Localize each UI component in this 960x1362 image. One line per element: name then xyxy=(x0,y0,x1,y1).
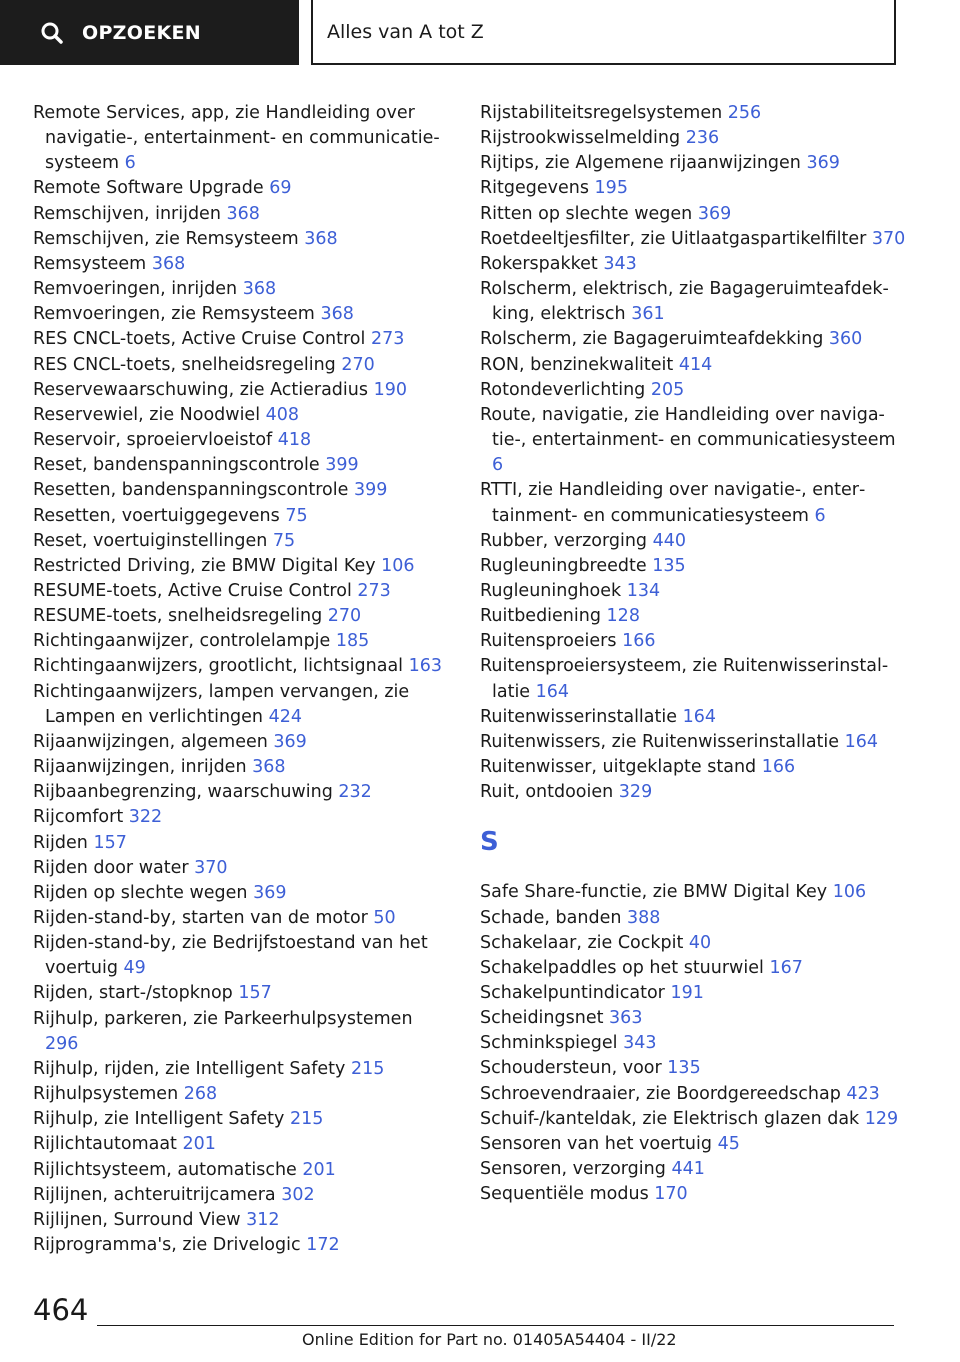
index-entry xyxy=(33,981,448,1006)
entry-text: Sensoren, verzorging xyxy=(480,1159,666,1180)
index-entry xyxy=(480,906,910,931)
index-entry xyxy=(480,730,910,755)
entry-page-link[interactable]: 270 xyxy=(341,354,375,375)
entry-text: Sensoren van het voertuig xyxy=(480,1133,712,1154)
index-entry xyxy=(480,604,910,629)
index-entry xyxy=(480,629,910,654)
index-entry xyxy=(480,126,910,151)
entry-page-link[interactable]: 369 xyxy=(697,203,732,224)
index-entry xyxy=(33,453,448,478)
entry-text: RTTI, zie Handleiding over navigatie-, entertainment- en communicatiesysteem xyxy=(480,480,866,526)
entry-page-link[interactable]: 296 xyxy=(45,1033,79,1054)
entry-page-link[interactable]: 370 xyxy=(194,857,228,878)
index-entry xyxy=(480,101,910,126)
entry-text: Rijhulp, zie Intelligent Safety xyxy=(33,1109,285,1130)
entry-page-link[interactable]: 134 xyxy=(626,580,661,601)
entry-text: Remvoeringen, zie Remsysteem xyxy=(33,304,315,325)
entry-page-link[interactable]: 399 xyxy=(353,480,388,501)
index-entry xyxy=(480,705,910,730)
entry-page-link[interactable]: 172 xyxy=(306,1235,340,1256)
entry-text: RESUME-toets, snelheidsregeling xyxy=(33,606,323,627)
entry-page-link[interactable]: 399 xyxy=(325,455,359,476)
entry-page-link[interactable]: 128 xyxy=(606,606,640,627)
search-icon xyxy=(40,21,64,45)
index-entry xyxy=(480,654,910,704)
entry-text: Ritten op slechte wegen xyxy=(480,203,693,224)
entry-page-link[interactable]: 423 xyxy=(846,1083,880,1104)
index-entry xyxy=(33,1057,448,1082)
entry-page-link[interactable]: 201 xyxy=(182,1134,216,1155)
entry-page-link[interactable]: 368 xyxy=(226,203,260,224)
entry-text: Richtingaanwijzers, grootlicht, lichtsignaal xyxy=(33,656,404,677)
index-entry xyxy=(33,1208,448,1233)
entry-text: Ritgegevens xyxy=(480,178,589,199)
index-entry xyxy=(33,403,448,428)
entry-text: Schakelaar, zie Cockpit xyxy=(480,932,684,953)
entry-text: Rijstrookwisselmelding xyxy=(480,128,681,149)
entry-page-link[interactable]: 273 xyxy=(370,329,405,350)
entry-text: Schoudersteun, voor xyxy=(480,1058,662,1079)
index-entry xyxy=(480,353,910,378)
index-entry xyxy=(480,1132,910,1157)
entry-text: Schuif-/kanteldak, zie Elektrisch glazen dak xyxy=(480,1108,860,1129)
entry-page-link[interactable]: 408 xyxy=(265,404,300,425)
index-entry xyxy=(33,1183,448,1208)
entry-text: Reset, voertuiginstellingen xyxy=(33,530,268,551)
entry-page-link[interactable]: 236 xyxy=(685,128,720,149)
entry-page-link[interactable]: 166 xyxy=(761,757,796,778)
entry-text: Rugleuningbreedte xyxy=(480,555,647,576)
index-column-right xyxy=(480,101,910,1207)
page-number: 464 xyxy=(33,1293,89,1327)
entry-text: Rijtips, zie Algemene rijaanwijzingen xyxy=(480,153,801,174)
entry-page-link[interactable]: 418 xyxy=(277,430,312,451)
entry-text: Rijlijnen, achteruitrijcamera xyxy=(33,1184,276,1205)
index-entry xyxy=(480,202,910,227)
entry-text: Remschijven, zie Remsysteem xyxy=(33,228,299,249)
index-entry xyxy=(33,579,448,604)
entry-page-link[interactable]: 343 xyxy=(603,253,637,274)
index-entry xyxy=(33,680,448,730)
footer-divider xyxy=(97,1325,894,1326)
entry-page-link[interactable]: 205 xyxy=(650,379,685,400)
entry-page-link[interactable]: 369 xyxy=(273,731,307,752)
index-entry xyxy=(33,856,448,881)
entry-text: Rijden-stand-by, zie Bedrijfstoestand van het voertuig xyxy=(33,933,428,979)
index-group-s xyxy=(480,880,910,1207)
entry-page-link[interactable]: 167 xyxy=(769,957,803,978)
index-entry xyxy=(33,478,448,503)
index-entry xyxy=(480,755,910,780)
entry-text: Remschijven, inrijden xyxy=(33,203,221,224)
index-entry xyxy=(480,1157,910,1182)
entry-text: Rijaanwijzingen, algemeen xyxy=(33,731,268,752)
entry-text: Schakelpaddles op het stuurwiel xyxy=(480,957,764,978)
index-entry xyxy=(480,529,910,554)
entry-page-link[interactable]: 166 xyxy=(622,631,656,652)
index-entry xyxy=(480,1031,910,1056)
index-entry xyxy=(33,780,448,805)
entry-page-link[interactable]: 441 xyxy=(671,1159,705,1180)
entry-page-link[interactable]: 135 xyxy=(667,1058,701,1079)
entry-page-link[interactable]: 40 xyxy=(688,932,712,953)
entry-text: Schakelpuntindicator xyxy=(480,983,665,1003)
entry-text: Rijbaanbegrenzing, waarschuwing xyxy=(33,782,333,803)
entry-page-link[interactable]: 191 xyxy=(670,983,704,1003)
entry-page-link[interactable]: 75 xyxy=(272,530,296,551)
entry-text: Rijden op slechte wegen xyxy=(33,882,248,903)
entry-text: Rotondeverlichting xyxy=(480,379,646,400)
entry-text: Route, navigatie, zie Handleiding over navigatie-, entertainment- en communicatiesysteem xyxy=(480,404,896,451)
entry-text: Remsysteem xyxy=(33,253,147,274)
entry-text: Reservoir, sproeiervloeistof xyxy=(33,430,273,451)
entry-page-link[interactable]: 170 xyxy=(654,1184,688,1205)
entry-page-link[interactable]: 232 xyxy=(338,782,372,803)
index-entry xyxy=(480,956,910,981)
entry-text: Remote Services, app, zie Handleiding over navigatie-, entertainment- en communicatiesysteem xyxy=(33,103,440,174)
index-entry xyxy=(480,981,910,1006)
entry-page-link[interactable]: 368 xyxy=(252,757,286,778)
entry-text: RESUME-toets, Active Cruise Control xyxy=(33,580,352,601)
entry-page-link[interactable]: 50 xyxy=(373,908,396,928)
entry-page-link[interactable]: 361 xyxy=(631,304,665,325)
entry-text: Rijlijnen, Surround View xyxy=(33,1209,241,1230)
index-entry xyxy=(480,1056,910,1081)
edition-text: Online Edition for Part no. 01405A54404 - II/22 xyxy=(302,1330,677,1349)
entry-text: Ruitensproeiers xyxy=(480,631,617,652)
index-entry xyxy=(33,1082,448,1107)
index-entry xyxy=(33,906,448,931)
index-entry xyxy=(480,277,910,327)
entry-text: Rijhulpsystemen xyxy=(33,1084,179,1105)
entry-page-link[interactable]: 360 xyxy=(828,329,863,350)
index-entry xyxy=(33,378,448,403)
section-title-tab[interactable] xyxy=(311,0,896,65)
index-entry xyxy=(33,629,448,654)
index-entry xyxy=(33,101,448,176)
index-entry xyxy=(33,327,448,352)
entry-page-link[interactable]: 157 xyxy=(238,983,272,1004)
index-entry xyxy=(480,327,910,352)
index-entry xyxy=(480,478,910,528)
entry-page-link[interactable]: 363 xyxy=(609,1008,643,1029)
index-group-r xyxy=(480,101,910,805)
entry-text: Safe Share-functie, zie BMW Digital Key xyxy=(480,882,828,903)
entry-text: Rijaanwijzingen, inrijden xyxy=(33,757,247,778)
entry-text: Rijstabiliteitsregelsystemen xyxy=(480,103,723,123)
entry-text: Ruitenwissers, zie Ruitenwisserinstallatie xyxy=(480,731,840,752)
entry-text: Remvoeringen, inrijden xyxy=(33,279,238,300)
index-column-left xyxy=(33,101,448,1258)
entry-text: Roetdeeltjesfilter, zie Uitlaatgaspartikelfilter xyxy=(480,228,867,249)
entry-page-link[interactable]: 195 xyxy=(594,178,628,199)
index-entry xyxy=(33,176,448,201)
index-entry xyxy=(480,227,910,252)
entry-page-link[interactable]: 6 xyxy=(492,455,504,476)
index-entry xyxy=(33,529,448,554)
index-entry xyxy=(33,1132,448,1157)
entry-text: Ruit, ontdooien xyxy=(480,782,614,803)
entry-page-link[interactable]: 369 xyxy=(253,882,287,903)
entry-text: Rijcomfort xyxy=(33,807,124,828)
entry-text: Reset, bandenspanningscontrole xyxy=(33,455,320,476)
entry-text: RON, benzinekwaliteit xyxy=(480,354,674,375)
entry-text: Rijden-stand-by, starten van de motor xyxy=(33,908,368,928)
entry-text: Richtingaanwijzer, controlelampje xyxy=(33,631,331,652)
entry-page-link[interactable]: 75 xyxy=(285,505,308,526)
index-entry xyxy=(33,1107,448,1132)
index-entry xyxy=(33,654,448,679)
index-entry xyxy=(33,1158,448,1183)
entry-text: Rijlichtautomaat xyxy=(33,1134,177,1155)
entry-page-link[interactable]: 215 xyxy=(289,1109,324,1130)
entry-page-link[interactable]: 268 xyxy=(183,1084,218,1105)
entry-page-link[interactable]: 69 xyxy=(269,178,292,199)
entry-page-link[interactable]: 370 xyxy=(871,228,906,249)
index-entry xyxy=(480,880,910,905)
entry-page-link[interactable]: 256 xyxy=(727,103,762,123)
entry-text: Rugleuninghoek xyxy=(480,580,622,601)
index-entry xyxy=(33,227,448,252)
entry-text: Reservewaarschuwing, zie Actieradius xyxy=(33,379,368,400)
index-entry xyxy=(33,755,448,780)
index-entry xyxy=(33,554,448,579)
entry-page-link[interactable]: 215 xyxy=(350,1058,385,1079)
entry-page-link[interactable]: 273 xyxy=(357,580,391,601)
entry-text: Ruitenwisser, uitgeklapte stand xyxy=(480,757,757,778)
index-entry xyxy=(480,151,910,176)
entry-text: Richtingaanwijzers, lampen vervangen, zie Lampen en verlichtingen xyxy=(33,681,410,727)
entry-page-link[interactable]: 135 xyxy=(652,555,686,576)
entry-page-link[interactable]: 312 xyxy=(246,1209,280,1230)
entry-text: Rijden door water xyxy=(33,857,189,878)
index-entry xyxy=(480,378,910,403)
entry-text: Ruitensproeiersysteem, zie Ruitenwisserinstallatie xyxy=(480,656,889,702)
entry-page-link[interactable]: 388 xyxy=(627,907,661,928)
index-entry xyxy=(480,1006,910,1031)
index-entry xyxy=(33,302,448,327)
entry-page-link[interactable]: 185 xyxy=(335,631,370,652)
index-entry xyxy=(480,1107,910,1132)
entry-text: Scheidingsnet xyxy=(480,1008,604,1029)
header-bar xyxy=(0,0,960,66)
entry-page-link[interactable]: 201 xyxy=(302,1159,336,1180)
index-entry xyxy=(33,202,448,227)
entry-page-link[interactable]: 164 xyxy=(844,731,879,752)
entry-text: Rolscherm, zie Bagageruimteafdekking xyxy=(480,329,824,350)
entry-page-link[interactable]: 45 xyxy=(717,1133,740,1154)
entry-text: Schade, banden xyxy=(480,907,622,928)
index-entry xyxy=(33,805,448,830)
index-entry xyxy=(33,428,448,453)
entry-text: Rolscherm, elektrisch, zie Bagageruimteafdekking, elektrisch xyxy=(480,279,889,325)
index-entry xyxy=(33,504,448,529)
entry-page-link[interactable]: 368 xyxy=(320,304,354,325)
entry-page-link[interactable]: 414 xyxy=(678,354,713,375)
entry-page-link[interactable]: 164 xyxy=(535,681,570,702)
entry-page-link[interactable]: 190 xyxy=(373,379,407,400)
entry-page-link[interactable]: 368 xyxy=(304,228,338,249)
section-letter: S xyxy=(480,827,499,858)
entry-page-link[interactable]: 164 xyxy=(682,706,716,727)
entry-text: Sequentiële modus xyxy=(480,1184,649,1205)
entry-page-link[interactable]: 369 xyxy=(806,153,840,174)
entry-page-link[interactable]: 106 xyxy=(381,555,415,576)
entry-text: Resetten, voertuiggegevens xyxy=(33,505,280,526)
index-entry xyxy=(33,252,448,277)
index-entry xyxy=(480,780,910,805)
entry-page-link[interactable]: 129 xyxy=(864,1108,899,1129)
entry-page-link[interactable]: 270 xyxy=(327,606,362,627)
index-entry xyxy=(33,277,448,302)
entry-text: Restricted Driving, zie BMW Digital Key xyxy=(33,555,376,576)
entry-page-link[interactable]: 106 xyxy=(832,882,867,903)
index-entry xyxy=(480,252,910,277)
index-entry xyxy=(33,730,448,755)
index-entry xyxy=(480,931,910,956)
index-entry xyxy=(33,931,448,981)
entry-text: Rijprogramma's, zie Drivelogic xyxy=(33,1235,301,1256)
entry-text: Schminkspiegel xyxy=(480,1033,618,1054)
entry-text: Rokerspakket xyxy=(480,253,598,274)
entry-text: Rijhulp, parkeren, zie Parkeerhulpsystemen xyxy=(33,1008,413,1029)
entry-page-link[interactable]: 424 xyxy=(268,706,302,727)
section-title: Alles van A tot Z xyxy=(327,20,484,43)
entry-text: RES CNCL-toets, Active Cruise Control xyxy=(33,329,366,350)
entry-page-link[interactable]: 368 xyxy=(242,279,277,300)
index-entry xyxy=(33,1007,448,1057)
search-label: OPZOEKEN xyxy=(82,21,201,44)
entry-text: Reservewiel, zie Noodwiel xyxy=(33,404,261,425)
entry-text: Ruitenwisserinstallatie xyxy=(480,706,678,727)
entry-text: Rubber, verzorging xyxy=(480,530,648,551)
entry-text: Resetten, bandenspanningscontrole xyxy=(33,480,349,501)
entry-page-link[interactable]: 302 xyxy=(281,1184,315,1205)
entry-page-link[interactable]: 322 xyxy=(128,807,163,828)
entry-text: Schroevendraaier, zie Boordgereedschap xyxy=(480,1083,841,1104)
index-entry xyxy=(480,1082,910,1107)
index-entry xyxy=(480,1182,910,1207)
index-entry xyxy=(33,831,448,856)
index-entry xyxy=(33,353,448,378)
entry-page-link[interactable]: 157 xyxy=(93,832,127,853)
entry-page-link[interactable]: 368 xyxy=(151,253,186,274)
entry-page-link[interactable]: 343 xyxy=(623,1033,657,1054)
search-tab[interactable] xyxy=(0,0,299,65)
entry-text: Remote Software Upgrade xyxy=(33,178,264,199)
entry-page-link[interactable]: 6 xyxy=(124,153,136,174)
entry-page-link[interactable]: 329 xyxy=(618,782,653,803)
entry-text: Rijden xyxy=(33,832,88,853)
index-entry xyxy=(33,604,448,629)
entry-page-link[interactable]: 49 xyxy=(123,958,146,979)
entry-page-link[interactable]: 163 xyxy=(408,656,443,677)
index-entry xyxy=(480,579,910,604)
entry-text: Ruitbediening xyxy=(480,606,601,627)
index-entry xyxy=(33,881,448,906)
entry-text: Rijlichtsysteem, automatische xyxy=(33,1159,297,1180)
index-entry xyxy=(480,176,910,201)
entry-text: Rijhulp, rijden, zie Intelligent Safety xyxy=(33,1058,346,1079)
entry-page-link[interactable]: 6 xyxy=(814,505,826,526)
index-entry xyxy=(480,554,910,579)
entry-page-link[interactable]: 440 xyxy=(652,530,687,551)
index-entry xyxy=(480,403,910,478)
entry-text: RES CNCL-toets, snelheidsregeling xyxy=(33,354,336,375)
entry-text: Rijden, start-/stopknop xyxy=(33,983,233,1004)
index-entry xyxy=(33,1233,448,1258)
